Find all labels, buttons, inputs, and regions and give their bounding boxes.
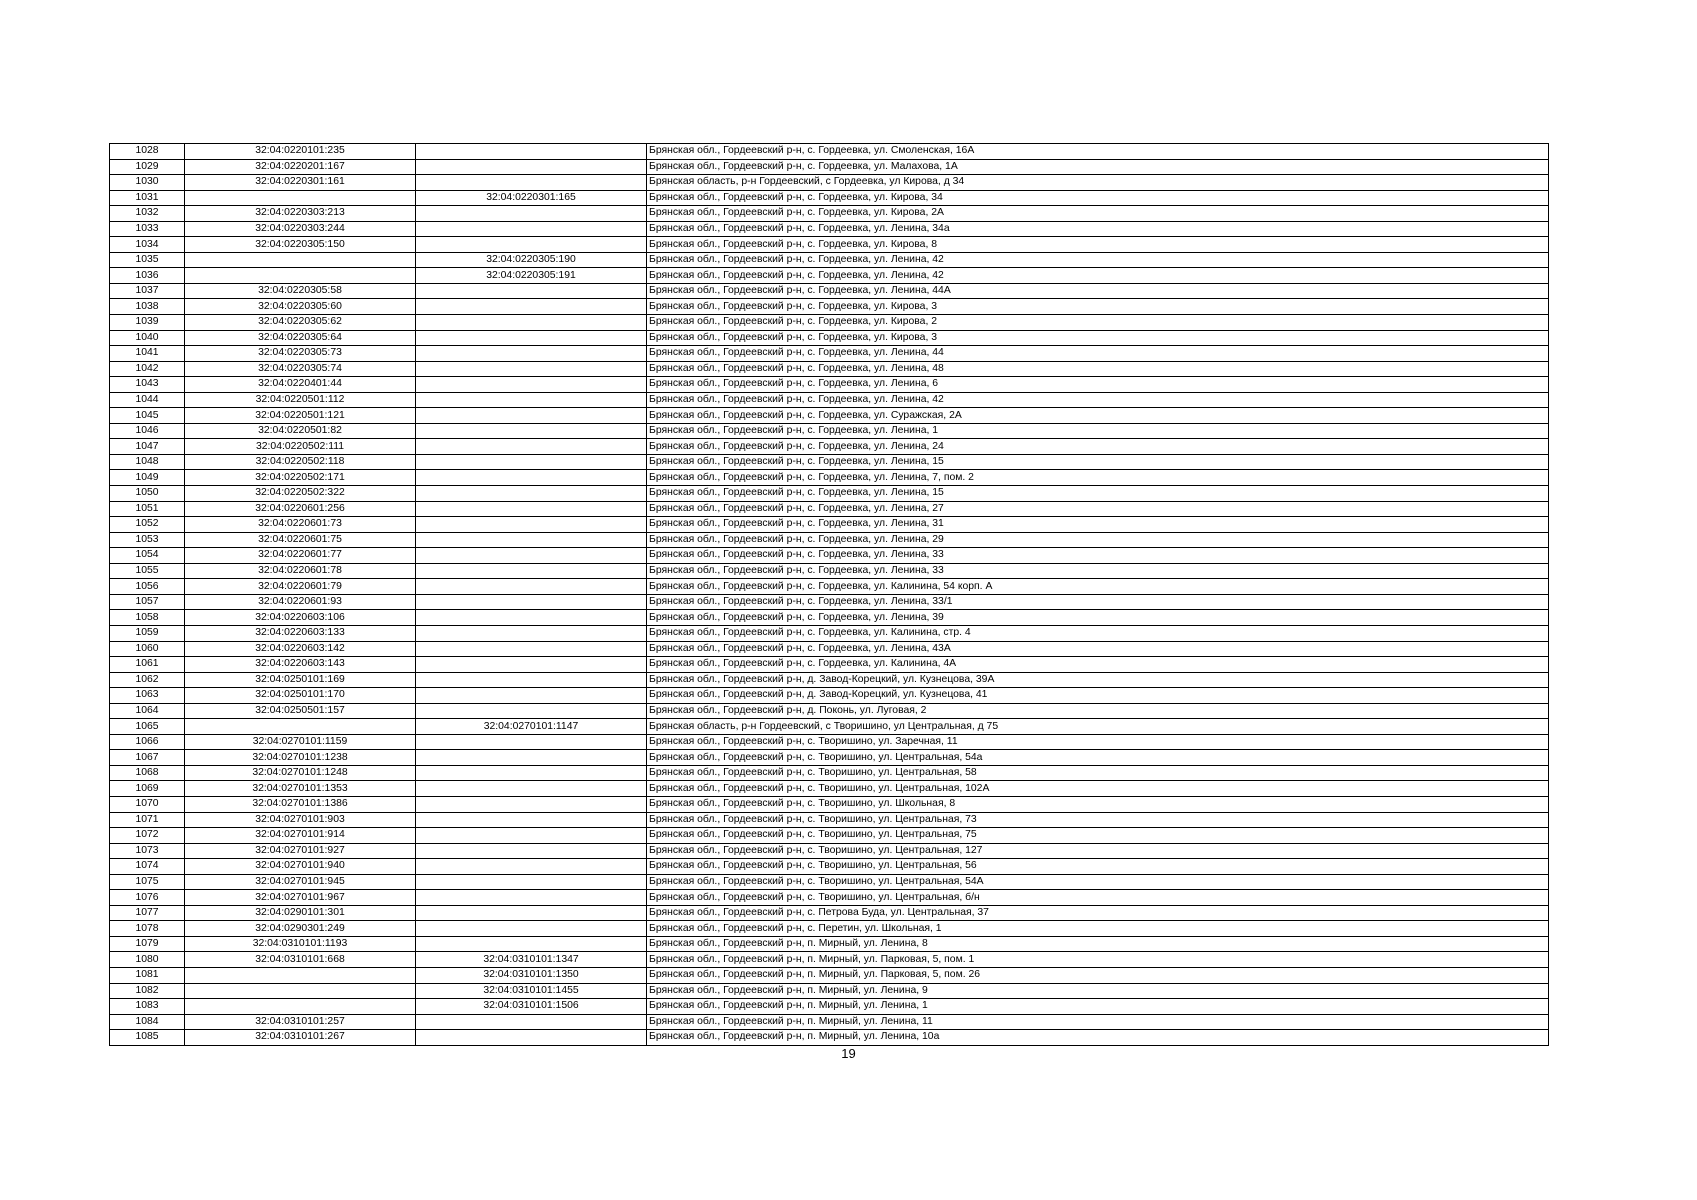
address-cell: Брянская обл., Гордеевский р-н, с. Гордеевка, ул. Кирова, 3	[647, 330, 1549, 346]
cadastral-number-cell: 32:04:0250101:170	[185, 688, 416, 704]
row-number-cell: 1063	[110, 688, 185, 704]
cadastral-number-secondary-cell	[416, 315, 647, 331]
table-row	[110, 486, 1549, 502]
table-row	[110, 610, 1549, 626]
table-row	[110, 408, 1549, 424]
cadastral-number-secondary-cell	[416, 828, 647, 844]
row-number-cell: 1080	[110, 952, 185, 968]
row-number-cell: 1065	[110, 719, 185, 735]
table-row	[110, 299, 1549, 315]
address-cell: Брянская обл., Гордеевский р-н, с. Гордеевка, ул. Калинина, 54 корп. А	[647, 579, 1549, 595]
address-cell: Брянская обл., Гордеевский р-н, с. Гордеевка, ул. Ленина, 1	[647, 423, 1549, 439]
address-cell: Брянская обл., Гордеевский р-н, с. Гордеевка, ул. Калинина, 4А	[647, 657, 1549, 673]
cadastral-number-cell: 32:04:0220305:64	[185, 330, 416, 346]
address-cell: Брянская обл., Гордеевский р-н, с. Гордеевка, ул. Ленина, 42	[647, 268, 1549, 284]
cadastral-number-cell: 32:04:0250501:157	[185, 703, 416, 719]
table-row	[110, 625, 1549, 641]
row-number-cell: 1033	[110, 221, 185, 237]
cadastral-number-secondary-cell	[416, 423, 647, 439]
cadastral-number-secondary-cell: 32:04:0270101:1147	[416, 719, 647, 735]
address-cell: Брянская обл., Гордеевский р-н, п. Мирный, ул. Парковая, 5, пом. 26	[647, 967, 1549, 983]
cadastral-number-secondary-cell	[416, 501, 647, 517]
cadastral-number-cell: 32:04:0220603:106	[185, 610, 416, 626]
table-row	[110, 206, 1549, 222]
cadastral-number-secondary-cell	[416, 361, 647, 377]
cadastral-number-cell: 32:04:0310101:267	[185, 1030, 416, 1046]
address-cell: Брянская обл., Гордеевский р-н, п. Мирный, ул. Ленина, 8	[647, 936, 1549, 952]
address-cell: Брянская обл., Гордеевский р-н, с. Творишино, ул. Центральная, 58	[647, 765, 1549, 781]
row-number-cell: 1069	[110, 781, 185, 797]
row-number-cell: 1060	[110, 641, 185, 657]
document-sheet	[109, 143, 1548, 1046]
table-row	[110, 346, 1549, 362]
cadastral-number-cell: 32:04:0220501:112	[185, 392, 416, 408]
cadastral-number-secondary-cell	[416, 734, 647, 750]
cadastral-number-secondary-cell	[416, 765, 647, 781]
cadastral-number-secondary-cell: 32:04:0220305:190	[416, 252, 647, 268]
table-row	[110, 765, 1549, 781]
address-cell: Брянская обл., Гордеевский р-н, с. Творишино, ул. Центральная, 54А	[647, 874, 1549, 890]
row-number-cell: 1030	[110, 175, 185, 191]
table-row	[110, 361, 1549, 377]
cadastral-number-secondary-cell	[416, 454, 647, 470]
cadastral-number-cell	[185, 967, 416, 983]
row-number-cell: 1061	[110, 657, 185, 673]
row-number-cell: 1051	[110, 501, 185, 517]
address-cell: Брянская обл., Гордеевский р-н, с. Творишино, ул. Центральная, 54а	[647, 750, 1549, 766]
cadastral-number-cell: 32:04:0220502:111	[185, 439, 416, 455]
address-cell: Брянская обл., Гордеевский р-н, п. Мирный, ул. Парковая, 5, пом. 1	[647, 952, 1549, 968]
address-cell: Брянская обл., Гордеевский р-н, с. Гордеевка, ул. Калинина, стр. 4	[647, 625, 1549, 641]
row-number-cell: 1034	[110, 237, 185, 253]
table-row	[110, 237, 1549, 253]
row-number-cell: 1070	[110, 796, 185, 812]
table-row	[110, 221, 1549, 237]
cadastral-number-secondary-cell	[416, 657, 647, 673]
cadastral-number-cell: 32:04:0220305:60	[185, 299, 416, 315]
address-cell: Брянская обл., Гордеевский р-н, с. Гордеевка, ул. Кирова, 8	[647, 237, 1549, 253]
row-number-cell: 1036	[110, 268, 185, 284]
cadastral-number-secondary-cell	[416, 688, 647, 704]
table-row	[110, 563, 1549, 579]
table-row	[110, 719, 1549, 735]
cadastral-number-cell: 32:04:0220305:62	[185, 315, 416, 331]
cadastral-number-cell: 32:04:0310101:1193	[185, 936, 416, 952]
table-row	[110, 750, 1549, 766]
cadastral-number-secondary-cell: 32:04:0310101:1347	[416, 952, 647, 968]
cadastral-number-secondary-cell	[416, 874, 647, 890]
address-cell: Брянская обл., Гордеевский р-н, с. Творишино, ул. Школьная, 8	[647, 796, 1549, 812]
table-row	[110, 734, 1549, 750]
cadastral-number-secondary-cell	[416, 610, 647, 626]
cadastral-number-cell	[185, 190, 416, 206]
table-row	[110, 548, 1549, 564]
address-cell: Брянская обл., Гордеевский р-н, с. Гордеевка, ул. Кирова, 34	[647, 190, 1549, 206]
cadastral-number-secondary-cell	[416, 532, 647, 548]
cadastral-number-cell: 32:04:0290101:301	[185, 905, 416, 921]
address-cell: Брянская обл., Гордеевский р-н, с. Гордеевка, ул. Кирова, 2	[647, 315, 1549, 331]
address-cell: Брянская обл., Гордеевский р-н, с. Гордеевка, ул. Смоленская, 16А	[647, 144, 1549, 160]
table-row	[110, 470, 1549, 486]
row-number-cell: 1038	[110, 299, 185, 315]
table-row	[110, 330, 1549, 346]
cadastral-number-cell	[185, 252, 416, 268]
address-cell: Брянская обл., Гордеевский р-н, с. Гордеевка, ул. Ленина, 44	[647, 346, 1549, 362]
cadastral-number-cell: 32:04:0220601:79	[185, 579, 416, 595]
cadastral-number-secondary-cell	[416, 299, 647, 315]
row-number-cell: 1085	[110, 1030, 185, 1046]
row-number-cell: 1071	[110, 812, 185, 828]
cadastral-number-secondary-cell	[416, 206, 647, 222]
cadastral-number-cell: 32:04:0220601:77	[185, 548, 416, 564]
row-number-cell: 1050	[110, 486, 185, 502]
address-cell: Брянская обл., Гордеевский р-н, с. Гордеевка, ул. Кирова, 3	[647, 299, 1549, 315]
row-number-cell: 1045	[110, 408, 185, 424]
cadastral-number-secondary-cell	[416, 905, 647, 921]
table-row	[110, 890, 1549, 906]
cadastral-number-cell: 32:04:0220603:143	[185, 657, 416, 673]
cadastral-number-secondary-cell	[416, 563, 647, 579]
cadastral-number-secondary-cell	[416, 346, 647, 362]
cadastral-number-cell	[185, 719, 416, 735]
table-row	[110, 859, 1549, 875]
address-cell: Брянская обл., Гордеевский р-н, с. Творишино, ул. Заречная, 11	[647, 734, 1549, 750]
address-cell: Брянская обл., Гордеевский р-н, с. Гордеевка, ул. Ленина, 15	[647, 486, 1549, 502]
row-number-cell: 1056	[110, 579, 185, 595]
cadastral-number-cell: 32:04:0220502:322	[185, 486, 416, 502]
row-number-cell: 1075	[110, 874, 185, 890]
cadastral-number-secondary-cell	[416, 579, 647, 595]
row-number-cell: 1074	[110, 859, 185, 875]
row-number-cell: 1059	[110, 625, 185, 641]
table-row	[110, 454, 1549, 470]
row-number-cell: 1062	[110, 672, 185, 688]
address-cell: Брянская обл., Гордеевский р-н, с. Гордеевка, ул. Ленина, 31	[647, 517, 1549, 533]
table-row	[110, 952, 1549, 968]
address-cell: Брянская обл., Гордеевский р-н, с. Гордеевка, ул. Ленина, 15	[647, 454, 1549, 470]
row-number-cell: 1029	[110, 159, 185, 175]
cadastral-number-cell: 32:04:0220305:73	[185, 346, 416, 362]
cadastral-number-cell: 32:04:0310101:257	[185, 1014, 416, 1030]
cadastral-number-cell: 32:04:0270101:945	[185, 874, 416, 890]
address-cell: Брянская обл., Гордеевский р-н, с. Гордеевка, ул. Малахова, 1А	[647, 159, 1549, 175]
table-row	[110, 439, 1549, 455]
row-number-cell: 1043	[110, 377, 185, 393]
address-cell: Брянская обл., Гордеевский р-н, с. Гордеевка, ул. Ленина, 39	[647, 610, 1549, 626]
cadastral-number-cell: 32:04:0220601:93	[185, 594, 416, 610]
row-number-cell: 1073	[110, 843, 185, 859]
table-row	[110, 657, 1549, 673]
address-cell: Брянская обл., Гордеевский р-н, с. Перетин, ул. Школьная, 1	[647, 921, 1549, 937]
cadastral-number-secondary-cell	[416, 703, 647, 719]
cadastral-number-secondary-cell	[416, 377, 647, 393]
cadastral-number-secondary-cell	[416, 159, 647, 175]
cadastral-number-cell: 32:04:0270101:1238	[185, 750, 416, 766]
row-number-cell: 1082	[110, 983, 185, 999]
cadastral-number-secondary-cell	[416, 237, 647, 253]
table-row	[110, 1030, 1549, 1046]
cadastral-number-cell: 32:04:0270101:967	[185, 890, 416, 906]
row-number-cell: 1072	[110, 828, 185, 844]
cadastral-number-secondary-cell	[416, 175, 647, 191]
row-number-cell: 1079	[110, 936, 185, 952]
cadastral-number-cell: 32:04:0220502:171	[185, 470, 416, 486]
table-row	[110, 190, 1549, 206]
cadastral-number-secondary-cell	[416, 625, 647, 641]
cadastral-number-cell: 32:04:0220201:167	[185, 159, 416, 175]
address-cell: Брянская обл., Гордеевский р-н, с. Гордеевка, ул. Ленина, 34а	[647, 221, 1549, 237]
row-number-cell: 1042	[110, 361, 185, 377]
cadastral-number-secondary-cell	[416, 470, 647, 486]
cadastral-number-secondary-cell	[416, 594, 647, 610]
table-row	[110, 252, 1549, 268]
address-cell: Брянская область, р-н Гордеевский, с Творишино, ул Центральная, д 75	[647, 719, 1549, 735]
table-row	[110, 781, 1549, 797]
table-row	[110, 517, 1549, 533]
cadastral-table	[109, 143, 1549, 1046]
table-row	[110, 843, 1549, 859]
cadastral-number-secondary-cell	[416, 221, 647, 237]
cadastral-number-secondary-cell	[416, 283, 647, 299]
address-cell: Брянская обл., Гордеевский р-н, с. Гордеевка, ул. Ленина, 7, пом. 2	[647, 470, 1549, 486]
table-row	[110, 967, 1549, 983]
cadastral-number-secondary-cell	[416, 408, 647, 424]
table-row	[110, 144, 1549, 160]
cadastral-number-secondary-cell	[416, 843, 647, 859]
table-row	[110, 688, 1549, 704]
row-number-cell: 1064	[110, 703, 185, 719]
cadastral-number-cell: 32:04:0270101:1353	[185, 781, 416, 797]
row-number-cell: 1067	[110, 750, 185, 766]
cadastral-number-secondary-cell	[416, 517, 647, 533]
table-row	[110, 921, 1549, 937]
row-number-cell: 1035	[110, 252, 185, 268]
table-row	[110, 703, 1549, 719]
cadastral-number-cell: 32:04:0270101:940	[185, 859, 416, 875]
cadastral-number-secondary-cell	[416, 921, 647, 937]
address-cell: Брянская обл., Гордеевский р-н, с. Гордеевка, ул. Ленина, 43А	[647, 641, 1549, 657]
cadastral-number-cell: 32:04:0250101:169	[185, 672, 416, 688]
address-cell: Брянская обл., Гордеевский р-н, с. Гордеевка, ул. Ленина, 42	[647, 252, 1549, 268]
address-cell: Брянская обл., Гордеевский р-н, с. Гордеевка, ул. Ленина, 24	[647, 439, 1549, 455]
cadastral-number-cell	[185, 268, 416, 284]
cadastral-number-secondary-cell	[416, 936, 647, 952]
row-number-cell: 1052	[110, 517, 185, 533]
address-cell: Брянская обл., Гордеевский р-н, с. Гордеевка, ул. Ленина, 27	[647, 501, 1549, 517]
row-number-cell: 1037	[110, 283, 185, 299]
table-row	[110, 315, 1549, 331]
table-row	[110, 796, 1549, 812]
table-row	[110, 532, 1549, 548]
cadastral-number-cell: 32:04:0220601:256	[185, 501, 416, 517]
table-row	[110, 874, 1549, 890]
cadastral-number-secondary-cell: 32:04:0310101:1506	[416, 999, 647, 1015]
table-row	[110, 828, 1549, 844]
row-number-cell: 1081	[110, 967, 185, 983]
row-number-cell: 1041	[110, 346, 185, 362]
cadastral-number-secondary-cell	[416, 144, 647, 160]
cadastral-number-cell: 32:04:0290301:249	[185, 921, 416, 937]
address-cell: Брянская обл., Гордеевский р-н, п. Мирный, ул. Ленина, 11	[647, 1014, 1549, 1030]
address-cell: Брянская обл., Гордеевский р-н, д. Завод-Корецкий, ул. Кузнецова, 41	[647, 688, 1549, 704]
table-row	[110, 501, 1549, 517]
row-number-cell: 1057	[110, 594, 185, 610]
cadastral-number-cell: 32:04:0220401:44	[185, 377, 416, 393]
cadastral-number-cell: 32:04:0310101:668	[185, 952, 416, 968]
cadastral-number-secondary-cell	[416, 812, 647, 828]
row-number-cell: 1040	[110, 330, 185, 346]
table-row	[110, 641, 1549, 657]
cadastral-number-secondary-cell	[416, 796, 647, 812]
address-cell: Брянская обл., Гордеевский р-н, п. Мирный, ул. Ленина, 9	[647, 983, 1549, 999]
cadastral-number-secondary-cell	[416, 890, 647, 906]
address-cell: Брянская обл., Гордеевский р-н, с. Творишино, ул. Центральная, б/н	[647, 890, 1549, 906]
row-number-cell: 1053	[110, 532, 185, 548]
address-cell: Брянская область, р-н Гордеевский, с Гордеевка, ул Кирова, д 34	[647, 175, 1549, 191]
table-row	[110, 594, 1549, 610]
row-number-cell: 1076	[110, 890, 185, 906]
cadastral-number-secondary-cell	[416, 1030, 647, 1046]
row-number-cell: 1068	[110, 765, 185, 781]
row-number-cell: 1084	[110, 1014, 185, 1030]
address-cell: Брянская обл., Гордеевский р-н, с. Гордеевка, ул. Ленина, 48	[647, 361, 1549, 377]
cadastral-number-cell: 32:04:0220502:118	[185, 454, 416, 470]
cadastral-number-secondary-cell	[416, 439, 647, 455]
address-cell: Брянская обл., Гордеевский р-н, д. Завод-Корецкий, ул. Кузнецова, 39А	[647, 672, 1549, 688]
table-row	[110, 812, 1549, 828]
cadastral-number-cell: 32:04:0270101:1159	[185, 734, 416, 750]
cadastral-number-secondary-cell: 32:04:0310101:1455	[416, 983, 647, 999]
cadastral-number-secondary-cell	[416, 392, 647, 408]
table-row	[110, 392, 1549, 408]
table-row	[110, 672, 1549, 688]
cadastral-number-secondary-cell: 32:04:0220301:165	[416, 190, 647, 206]
row-number-cell: 1054	[110, 548, 185, 564]
cadastral-number-cell: 32:04:0270101:914	[185, 828, 416, 844]
address-cell: Брянская обл., Гордеевский р-н, с. Гордеевка, ул. Ленина, 44А	[647, 283, 1549, 299]
cadastral-number-cell: 32:04:0220303:244	[185, 221, 416, 237]
address-cell: Брянская обл., Гордеевский р-н, с. Гордеевка, ул. Ленина, 42	[647, 392, 1549, 408]
cadastral-number-cell: 32:04:0220601:73	[185, 517, 416, 533]
cadastral-number-secondary-cell	[416, 781, 647, 797]
cadastral-number-cell: 32:04:0270101:1248	[185, 765, 416, 781]
cadastral-number-cell: 32:04:0220601:78	[185, 563, 416, 579]
cadastral-number-cell: 32:04:0220303:213	[185, 206, 416, 222]
table-body	[110, 144, 1549, 1046]
address-cell: Брянская обл., Гордеевский р-н, с. Гордеевка, ул. Ленина, 33/1	[647, 594, 1549, 610]
cadastral-number-cell: 32:04:0270101:927	[185, 843, 416, 859]
cadastral-number-cell: 32:04:0270101:903	[185, 812, 416, 828]
table-row	[110, 999, 1549, 1015]
address-cell: Брянская обл., Гордеевский р-н, с. Гордеевка, ул. Кирова, 2А	[647, 206, 1549, 222]
cadastral-number-secondary-cell	[416, 548, 647, 564]
cadastral-number-secondary-cell: 32:04:0310101:1350	[416, 967, 647, 983]
cadastral-number-cell: 32:04:0220101:235	[185, 144, 416, 160]
row-number-cell: 1031	[110, 190, 185, 206]
table-row	[110, 175, 1549, 191]
cadastral-number-cell	[185, 999, 416, 1015]
cadastral-number-cell: 32:04:0220305:150	[185, 237, 416, 253]
row-number-cell: 1066	[110, 734, 185, 750]
address-cell: Брянская обл., Гордеевский р-н, с. Творишино, ул. Центральная, 73	[647, 812, 1549, 828]
row-number-cell: 1077	[110, 905, 185, 921]
table-row	[110, 1014, 1549, 1030]
row-number-cell: 1049	[110, 470, 185, 486]
cadastral-number-secondary-cell	[416, 750, 647, 766]
cadastral-number-cell: 32:04:0220501:82	[185, 423, 416, 439]
row-number-cell: 1039	[110, 315, 185, 331]
address-cell: Брянская обл., Гордеевский р-н, с. Творишино, ул. Центральная, 127	[647, 843, 1549, 859]
address-cell: Брянская обл., Гордеевский р-н, с. Гордеевка, ул. Суражская, 2А	[647, 408, 1549, 424]
table-row	[110, 423, 1549, 439]
table-row	[110, 905, 1549, 921]
cadastral-number-cell: 32:04:0220603:133	[185, 625, 416, 641]
address-cell: Брянская обл., Гордеевский р-н, с. Гордеевка, ул. Ленина, 33	[647, 563, 1549, 579]
address-cell: Брянская обл., Гордеевский р-н, с. Творишино, ул. Центральная, 75	[647, 828, 1549, 844]
cadastral-number-cell: 32:04:0220305:58	[185, 283, 416, 299]
cadastral-number-cell: 32:04:0220601:75	[185, 532, 416, 548]
row-number-cell: 1083	[110, 999, 185, 1015]
row-number-cell: 1055	[110, 563, 185, 579]
cadastral-number-cell: 32:04:0220301:161	[185, 175, 416, 191]
table-row	[110, 936, 1549, 952]
cadastral-number-cell: 32:04:0220501:121	[185, 408, 416, 424]
address-cell: Брянская обл., Гордеевский р-н, д. Поконь, ул. Луговая, 2	[647, 703, 1549, 719]
address-cell: Брянская обл., Гордеевский р-н, с. Творишино, ул. Центральная, 102А	[647, 781, 1549, 797]
row-number-cell: 1047	[110, 439, 185, 455]
cadastral-number-cell: 32:04:0270101:1386	[185, 796, 416, 812]
address-cell: Брянская обл., Гордеевский р-н, с. Гордеевка, ул. Ленина, 29	[647, 532, 1549, 548]
address-cell: Брянская обл., Гордеевский р-н, с. Гордеевка, ул. Ленина, 33	[647, 548, 1549, 564]
row-number-cell: 1048	[110, 454, 185, 470]
row-number-cell: 1028	[110, 144, 185, 160]
cadastral-number-secondary-cell	[416, 672, 647, 688]
table-row	[110, 983, 1549, 999]
page-number: 19	[841, 1046, 856, 1061]
table-row	[110, 283, 1549, 299]
row-number-cell: 1078	[110, 921, 185, 937]
cadastral-number-secondary-cell	[416, 859, 647, 875]
row-number-cell: 1046	[110, 423, 185, 439]
table-row	[110, 159, 1549, 175]
cadastral-number-cell: 32:04:0220305:74	[185, 361, 416, 377]
cadastral-number-secondary-cell	[416, 330, 647, 346]
address-cell: Брянская обл., Гордеевский р-н, п. Мирный, ул. Ленина, 1	[647, 999, 1549, 1015]
row-number-cell: 1058	[110, 610, 185, 626]
table-row	[110, 579, 1549, 595]
cadastral-number-secondary-cell	[416, 641, 647, 657]
cadastral-number-cell: 32:04:0220603:142	[185, 641, 416, 657]
table-row	[110, 268, 1549, 284]
address-cell: Брянская обл., Гордеевский р-н, п. Мирный, ул. Ленина, 10а	[647, 1030, 1549, 1046]
cadastral-number-secondary-cell	[416, 1014, 647, 1030]
table-row	[110, 377, 1549, 393]
row-number-cell: 1044	[110, 392, 185, 408]
address-cell: Брянская обл., Гордеевский р-н, с. Петрова Буда, ул. Центральная, 37	[647, 905, 1549, 921]
address-cell: Брянская обл., Гордеевский р-н, с. Творишино, ул. Центральная, 56	[647, 859, 1549, 875]
cadastral-number-secondary-cell: 32:04:0220305:191	[416, 268, 647, 284]
address-cell: Брянская обл., Гордеевский р-н, с. Гордеевка, ул. Ленина, 6	[647, 377, 1549, 393]
cadastral-number-cell	[185, 983, 416, 999]
row-number-cell: 1032	[110, 206, 185, 222]
cadastral-number-secondary-cell	[416, 486, 647, 502]
